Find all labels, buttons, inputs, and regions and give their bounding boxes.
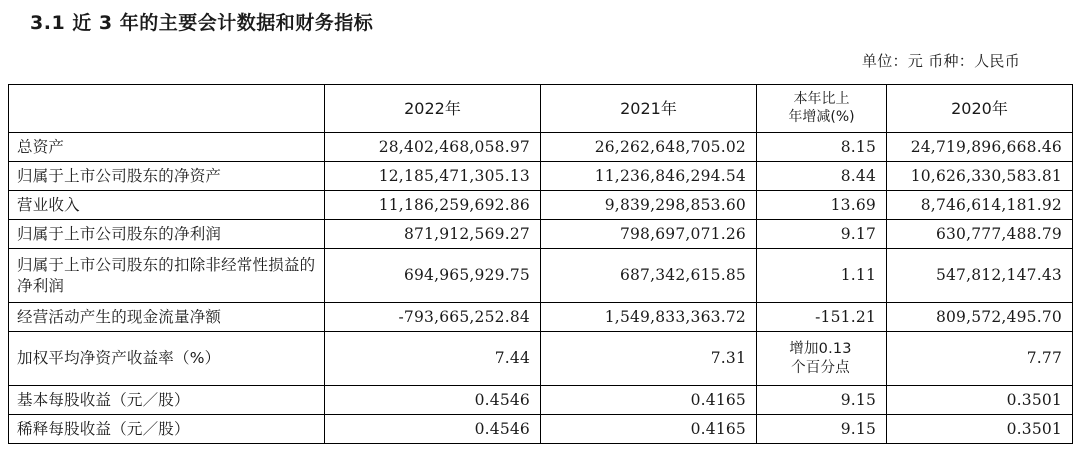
cell-change-line1: 增加0.13: [789, 341, 852, 358]
cell-change: 9.15: [757, 415, 887, 444]
cell-2022: 0.4546: [325, 386, 541, 415]
table-row: [9, 303, 1073, 332]
cell-change: 8.44: [757, 162, 887, 191]
table-header-cell-2022: 2022年: [325, 85, 541, 133]
table-body: [9, 133, 1073, 444]
cell-2022: -793,665,252.84: [325, 303, 541, 332]
cell-change: 8.15: [757, 133, 887, 162]
cell-2021: 687,342,615.85: [541, 249, 757, 303]
cell-2021: 7.31: [541, 332, 757, 386]
table-header-cell-change: [757, 85, 887, 133]
table-row: [9, 220, 1073, 249]
cell-change-line2: 个百分点: [791, 359, 850, 376]
table-header-cell-2021: 2021年: [541, 85, 757, 133]
table-row: [9, 332, 1073, 386]
cell-2020: 630,777,488.79: [887, 220, 1073, 249]
cell-2020: 7.77: [887, 332, 1073, 386]
financial-table-container: [8, 84, 1072, 444]
table-row: [9, 415, 1073, 444]
cell-2021: 9,839,298,853.60: [541, 191, 757, 220]
cell-2021: 26,262,648,705.02: [541, 133, 757, 162]
cell-2020: 24,719,896,668.46: [887, 133, 1073, 162]
cell-2020: 0.3501: [887, 386, 1073, 415]
table-header-change-line2: 年增减(%): [788, 108, 855, 125]
cell-change: 9.17: [757, 220, 887, 249]
table-row: [9, 133, 1073, 162]
cell-2022: 7.44: [325, 332, 541, 386]
table-row: [9, 386, 1073, 415]
cell-2020: 10,626,330,583.81: [887, 162, 1073, 191]
cell-2021: 11,236,846,294.54: [541, 162, 757, 191]
cell-2021: 798,697,071.26: [541, 220, 757, 249]
cell-change: 1.11: [757, 249, 887, 303]
row-label: 归属于上市公司股东的净利润: [9, 220, 325, 249]
cell-2022: 11,186,259,692.86: [325, 191, 541, 220]
row-label: 稀释每股收益（元／股）: [9, 415, 325, 444]
table-header-row: [9, 85, 1073, 133]
cell-change: -151.21: [757, 303, 887, 332]
table-header-cell-2020: 2020年: [887, 85, 1073, 133]
table-row: [9, 162, 1073, 191]
row-label: 加权平均净资产收益率（%）: [9, 332, 325, 386]
row-label: 经营活动产生的现金流量净额: [9, 303, 325, 332]
cell-2022: 12,185,471,305.13: [325, 162, 541, 191]
cell-2020: 809,572,495.70: [887, 303, 1073, 332]
cell-2020: 8,746,614,181.92: [887, 191, 1073, 220]
page-title: 3.1 近 3 年的主要会计数据和财务指标: [30, 12, 374, 34]
row-label: 基本每股收益（元／股）: [9, 386, 325, 415]
table-header-cell-blank: [9, 85, 325, 133]
row-label: 总资产: [9, 133, 325, 162]
cell-2022: 694,965,929.75: [325, 249, 541, 303]
cell-2020: 547,812,147.43: [887, 249, 1073, 303]
row-label: 归属于上市公司股东的扣除非经常性损益的净利润: [9, 249, 325, 303]
cell-2021: 0.4165: [541, 386, 757, 415]
unit-currency-note: 单位：元 币种：人民币: [861, 52, 1020, 70]
cell-2022: 871,912,569.27: [325, 220, 541, 249]
cell-2021: 1,549,833,363.72: [541, 303, 757, 332]
cell-2022: 28,402,468,058.97: [325, 133, 541, 162]
cell-2020: 0.3501: [887, 415, 1073, 444]
row-label: 归属于上市公司股东的净资产: [9, 162, 325, 191]
table-row: [9, 249, 1073, 303]
table-row: [9, 191, 1073, 220]
financial-table: [8, 84, 1073, 444]
table-header-change-line1: 本年比上: [793, 91, 850, 107]
cell-change: [757, 332, 887, 386]
row-label: 营业收入: [9, 191, 325, 220]
cell-2021: 0.4165: [541, 415, 757, 444]
cell-change: 9.15: [757, 386, 887, 415]
cell-change: 13.69: [757, 191, 887, 220]
table-header: [9, 85, 1073, 133]
cell-2022: 0.4546: [325, 415, 541, 444]
